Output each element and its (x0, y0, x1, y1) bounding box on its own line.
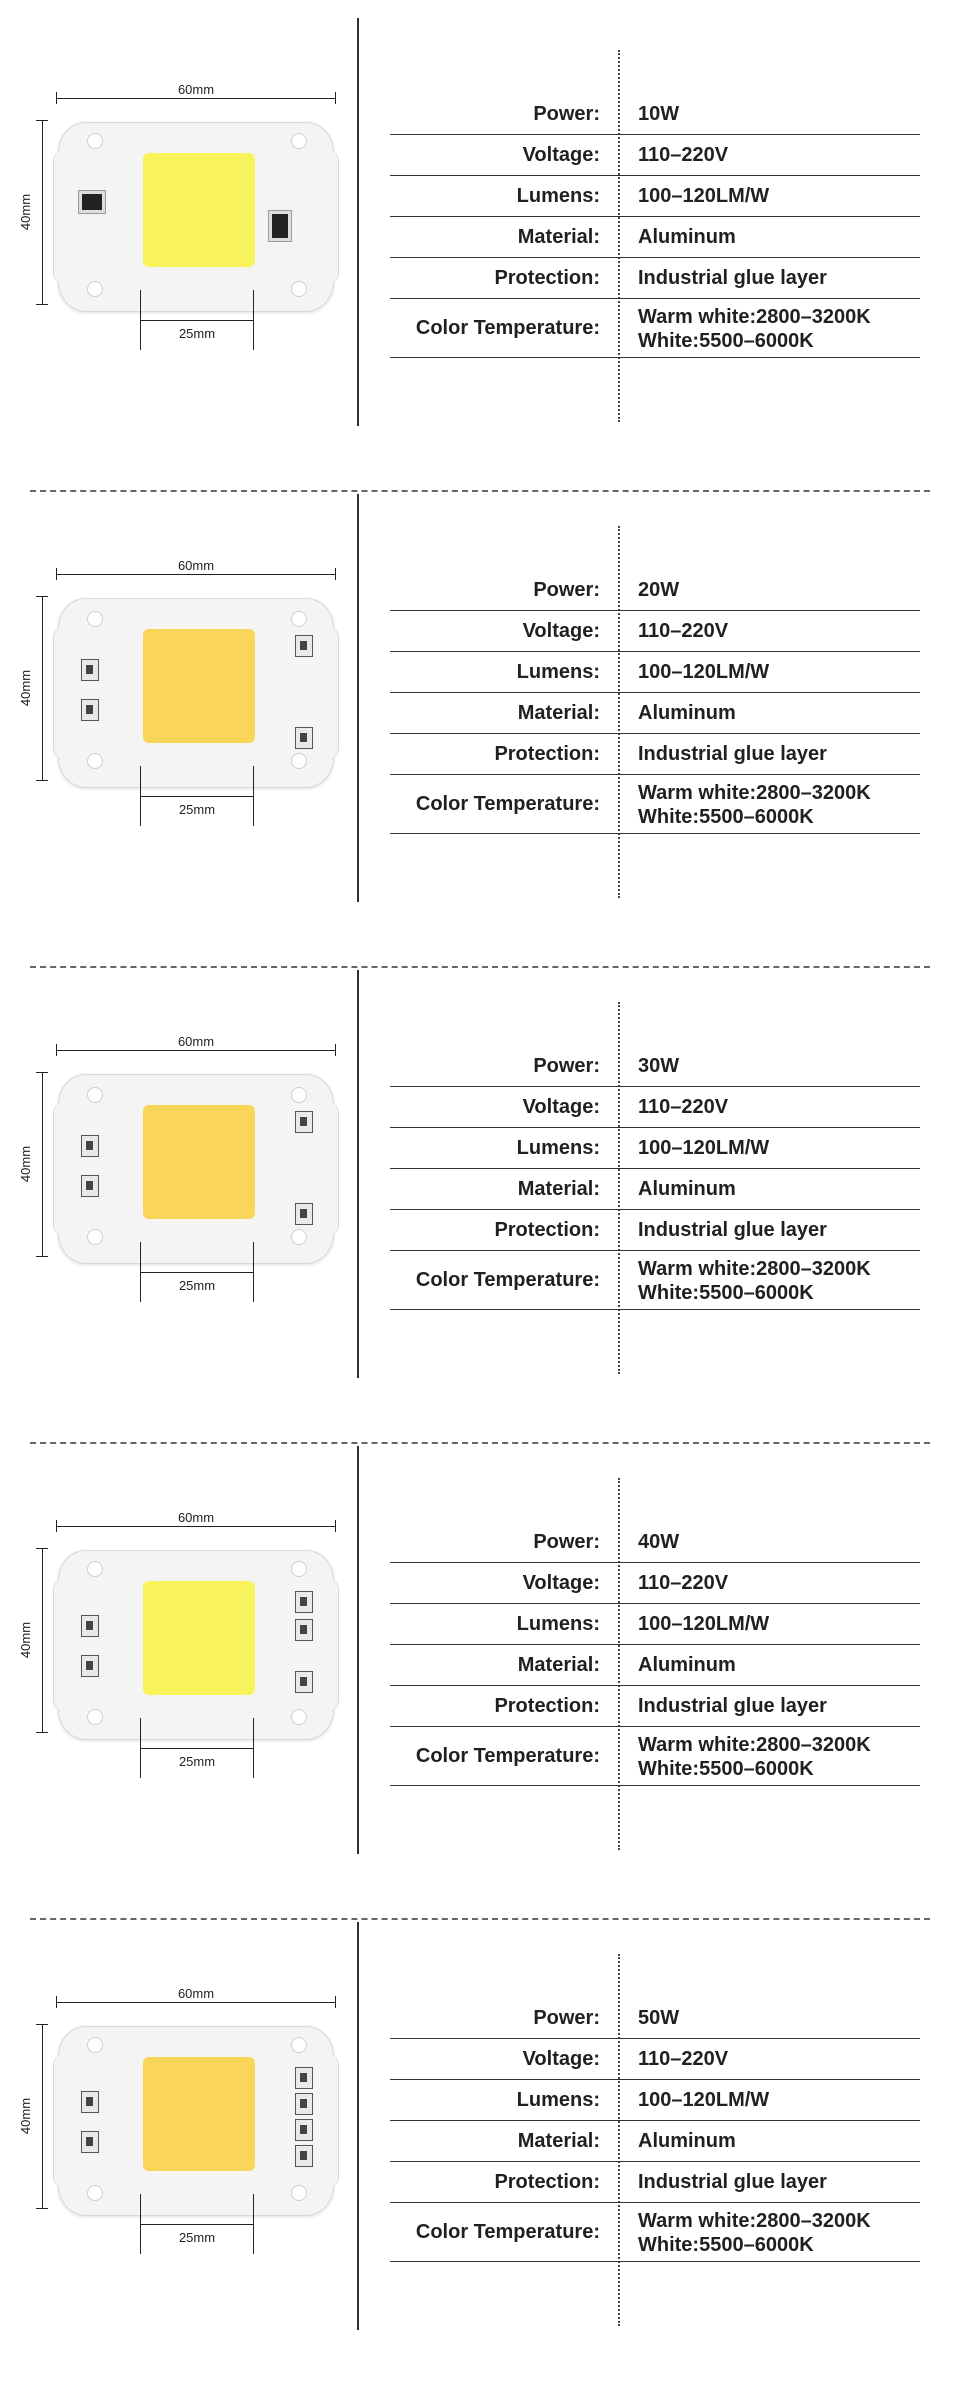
mount-hole (291, 1709, 307, 1725)
white-value: White:5500–6000K (638, 1758, 814, 1780)
led-dimension-line (140, 1272, 254, 1273)
width-dimension-line (56, 2002, 336, 2003)
spec-value: 40W (638, 1531, 680, 1553)
spec-row-protection (390, 734, 920, 775)
warm-white-value: Warm white:2800–3200K (638, 782, 871, 804)
spec-label: Color Temperature: (415, 2220, 600, 2243)
white-value: White:5500–6000K (638, 1282, 814, 1304)
spec-row-color-temperature (390, 2203, 920, 2262)
spec-value: Aluminum (638, 1178, 736, 1200)
product-section-30w (0, 952, 960, 1428)
vertical-divider (357, 1446, 359, 1854)
mount-hole (87, 1561, 103, 1577)
spec-value: Aluminum (638, 2130, 736, 2152)
spec-row-voltage (390, 135, 920, 176)
solder-pad (295, 2145, 313, 2167)
led-dimension-label: 25mm (178, 326, 216, 341)
width-dimension-line (56, 1526, 336, 1527)
height-dimension-label: 40mm (18, 193, 33, 231)
solder-pad (81, 659, 99, 681)
mount-hole (87, 2037, 103, 2053)
led-dimension-label: 25mm (178, 1754, 216, 1769)
spec-value: 100–120LM/W (638, 2089, 770, 2111)
spec-label: Protection: (494, 742, 600, 765)
solder-pad (295, 1591, 313, 1613)
spec-label: Material: (517, 1177, 600, 1200)
spec-row-protection (390, 258, 920, 299)
spec-row-power (390, 570, 920, 611)
solder-pad (295, 727, 313, 749)
spec-label: Power: (533, 2006, 600, 2029)
solder-pad (295, 1671, 313, 1693)
spec-value: 110–220V (638, 1572, 729, 1594)
mount-hole (87, 1709, 103, 1725)
spec-value: Industrial glue layer (638, 267, 827, 289)
led-dimension-label: 25mm (178, 1278, 216, 1293)
cob-board (58, 1550, 334, 1740)
spec-value: Aluminum (638, 702, 736, 724)
vertical-divider (357, 1922, 359, 2330)
spec-row-voltage (390, 2039, 920, 2080)
spec-label: Lumens: (516, 660, 600, 683)
white-value: White:5500–6000K (638, 330, 814, 352)
spec-row-material (390, 217, 920, 258)
led-dimension-line (140, 320, 254, 321)
spec-label: Color Temperature: (415, 1744, 600, 1767)
spec-value: Industrial glue layer (638, 1219, 827, 1241)
spec-row-protection (390, 2162, 920, 2203)
spec-label: Protection: (494, 266, 600, 289)
mount-hole (87, 611, 103, 627)
spec-row-material (390, 2121, 920, 2162)
spec-label: Material: (517, 225, 600, 248)
solder-pad (81, 1135, 99, 1157)
spec-value: 30W (638, 1055, 680, 1077)
led-emitter (143, 2057, 255, 2171)
mount-hole (291, 1229, 307, 1245)
spec-value (638, 781, 871, 829)
spec-value (638, 1733, 871, 1781)
product-section-40w (0, 1428, 960, 1904)
cob-board (58, 2026, 334, 2216)
spec-row-material (390, 1169, 920, 1210)
spec-row-lumens (390, 1604, 920, 1645)
mount-hole (291, 2037, 307, 2053)
chip-diagram (0, 0, 357, 476)
warm-white-value: Warm white:2800–3200K (638, 1258, 871, 1280)
spec-row-power (390, 1998, 920, 2039)
height-dimension-line (42, 2024, 43, 2209)
led-dimension-label: 25mm (178, 2230, 216, 2245)
height-dimension-label: 40mm (18, 669, 33, 707)
spec-label: Lumens: (516, 1612, 600, 1635)
spec-value: Aluminum (638, 226, 736, 248)
spec-value: 10W (638, 103, 680, 125)
mount-hole (87, 753, 103, 769)
vertical-divider (357, 18, 359, 426)
width-dimension-label: 60mm (177, 1034, 215, 1049)
spec-value: Aluminum (638, 1654, 736, 1676)
solder-pad (295, 1203, 313, 1225)
spec-value (638, 305, 871, 353)
chip-diagram (0, 952, 357, 1428)
spec-value: 110–220V (638, 620, 729, 642)
driver-chip (79, 191, 105, 213)
spec-label: Voltage: (522, 143, 600, 166)
white-value: White:5500–6000K (638, 806, 814, 828)
spec-row-material (390, 1645, 920, 1686)
chip-diagram (0, 476, 357, 952)
led-dimension-label: 25mm (178, 802, 216, 817)
cob-board (58, 598, 334, 788)
spec-label: Voltage: (522, 1571, 600, 1594)
mount-hole (291, 611, 307, 627)
height-dimension-label: 40mm (18, 1145, 33, 1183)
spec-row-power (390, 94, 920, 135)
spec-label: Voltage: (522, 619, 600, 642)
spec-label: Lumens: (516, 1136, 600, 1159)
spec-label: Protection: (494, 2170, 600, 2193)
width-dimension-label: 60mm (177, 1510, 215, 1525)
spec-table (390, 1522, 920, 1786)
spec-label: Lumens: (516, 184, 600, 207)
spec-row-color-temperature (390, 1251, 920, 1310)
white-value: White:5500–6000K (638, 2234, 814, 2256)
spec-label: Lumens: (516, 2088, 600, 2111)
spec-row-power (390, 1522, 920, 1563)
mount-hole (291, 1087, 307, 1103)
mount-hole (87, 281, 103, 297)
spec-label: Material: (517, 701, 600, 724)
warm-white-value: Warm white:2800–3200K (638, 306, 871, 328)
spec-row-color-temperature (390, 299, 920, 358)
led-emitter (143, 629, 255, 743)
led-emitter (143, 1105, 255, 1219)
spec-label: Power: (533, 578, 600, 601)
led-dimension-line (140, 1748, 254, 1749)
height-dimension-label: 40mm (18, 1621, 33, 1659)
spec-row-material (390, 693, 920, 734)
cob-board (58, 122, 334, 312)
solder-pad (81, 699, 99, 721)
mount-hole (87, 2185, 103, 2201)
spec-label: Power: (533, 1530, 600, 1553)
height-dimension-line (42, 1072, 43, 1257)
spec-label: Color Temperature: (415, 792, 600, 815)
spec-row-lumens (390, 1128, 920, 1169)
spec-row-color-temperature (390, 775, 920, 834)
spec-table (390, 94, 920, 358)
spec-row-voltage (390, 1087, 920, 1128)
warm-white-value: Warm white:2800–3200K (638, 2210, 871, 2232)
solder-pad (295, 635, 313, 657)
cob-board (58, 1074, 334, 1264)
spec-value: Industrial glue layer (638, 1695, 827, 1717)
spec-label: Material: (517, 1653, 600, 1676)
spec-row-protection (390, 1210, 920, 1251)
solder-pad (295, 1619, 313, 1641)
spec-row-lumens (390, 2080, 920, 2121)
width-dimension-label: 60mm (177, 82, 215, 97)
product-section-50w (0, 1904, 960, 2380)
mount-hole (87, 133, 103, 149)
solder-pad (295, 2093, 313, 2115)
width-dimension-line (56, 574, 336, 575)
mount-hole (87, 1229, 103, 1245)
solder-pad (295, 2067, 313, 2089)
spec-label: Protection: (494, 1694, 600, 1717)
solder-pad (81, 2091, 99, 2113)
spec-value: 110–220V (638, 1096, 729, 1118)
spec-label: Power: (533, 102, 600, 125)
spec-row-color-temperature (390, 1727, 920, 1786)
solder-pad (295, 1111, 313, 1133)
spec-value: 20W (638, 579, 680, 601)
chip-diagram (0, 1904, 357, 2380)
spec-value (638, 2209, 871, 2257)
spec-value (638, 1257, 871, 1305)
width-dimension-label: 60mm (177, 1986, 215, 2001)
height-dimension-label: 40mm (18, 2097, 33, 2135)
driver-chip (269, 211, 291, 241)
spec-table (390, 1998, 920, 2262)
solder-pad (81, 2131, 99, 2153)
spec-value: 100–120LM/W (638, 185, 770, 207)
spec-row-lumens (390, 176, 920, 217)
width-dimension-line (56, 98, 336, 99)
spec-row-voltage (390, 1563, 920, 1604)
spec-value: Industrial glue layer (638, 743, 827, 765)
vertical-divider (357, 970, 359, 1378)
spec-row-protection (390, 1686, 920, 1727)
product-section-20w (0, 476, 960, 952)
spec-label: Protection: (494, 1218, 600, 1241)
chip-diagram (0, 1428, 357, 1904)
mount-hole (291, 2185, 307, 2201)
spec-row-voltage (390, 611, 920, 652)
spec-value: 100–120LM/W (638, 1613, 770, 1635)
warm-white-value: Warm white:2800–3200K (638, 1734, 871, 1756)
product-section-10w (0, 0, 960, 476)
spec-table (390, 1046, 920, 1310)
mount-hole (291, 133, 307, 149)
mount-hole (291, 281, 307, 297)
solder-pad (81, 1655, 99, 1677)
solder-pad (81, 1615, 99, 1637)
spec-row-power (390, 1046, 920, 1087)
solder-pad (81, 1175, 99, 1197)
vertical-divider (357, 494, 359, 902)
solder-pad (295, 2119, 313, 2141)
spec-value: 110–220V (638, 144, 729, 166)
width-dimension-label: 60mm (177, 558, 215, 573)
led-emitter (143, 1581, 255, 1695)
spec-value: 100–120LM/W (638, 1137, 770, 1159)
width-dimension-line (56, 1050, 336, 1051)
spec-label: Voltage: (522, 2047, 600, 2070)
spec-value: 100–120LM/W (638, 661, 770, 683)
mount-hole (87, 1087, 103, 1103)
height-dimension-line (42, 120, 43, 305)
spec-label: Material: (517, 2129, 600, 2152)
spec-row-lumens (390, 652, 920, 693)
led-dimension-line (140, 796, 254, 797)
mount-hole (291, 753, 307, 769)
height-dimension-line (42, 596, 43, 781)
spec-label: Voltage: (522, 1095, 600, 1118)
mount-hole (291, 1561, 307, 1577)
spec-value: 50W (638, 2007, 680, 2029)
height-dimension-line (42, 1548, 43, 1733)
spec-value: Industrial glue layer (638, 2171, 827, 2193)
led-dimension-line (140, 2224, 254, 2225)
spec-label: Color Temperature: (415, 316, 600, 339)
led-emitter (143, 153, 255, 267)
spec-label: Power: (533, 1054, 600, 1077)
spec-value: 110–220V (638, 2048, 729, 2070)
spec-table (390, 570, 920, 834)
spec-label: Color Temperature: (415, 1268, 600, 1291)
